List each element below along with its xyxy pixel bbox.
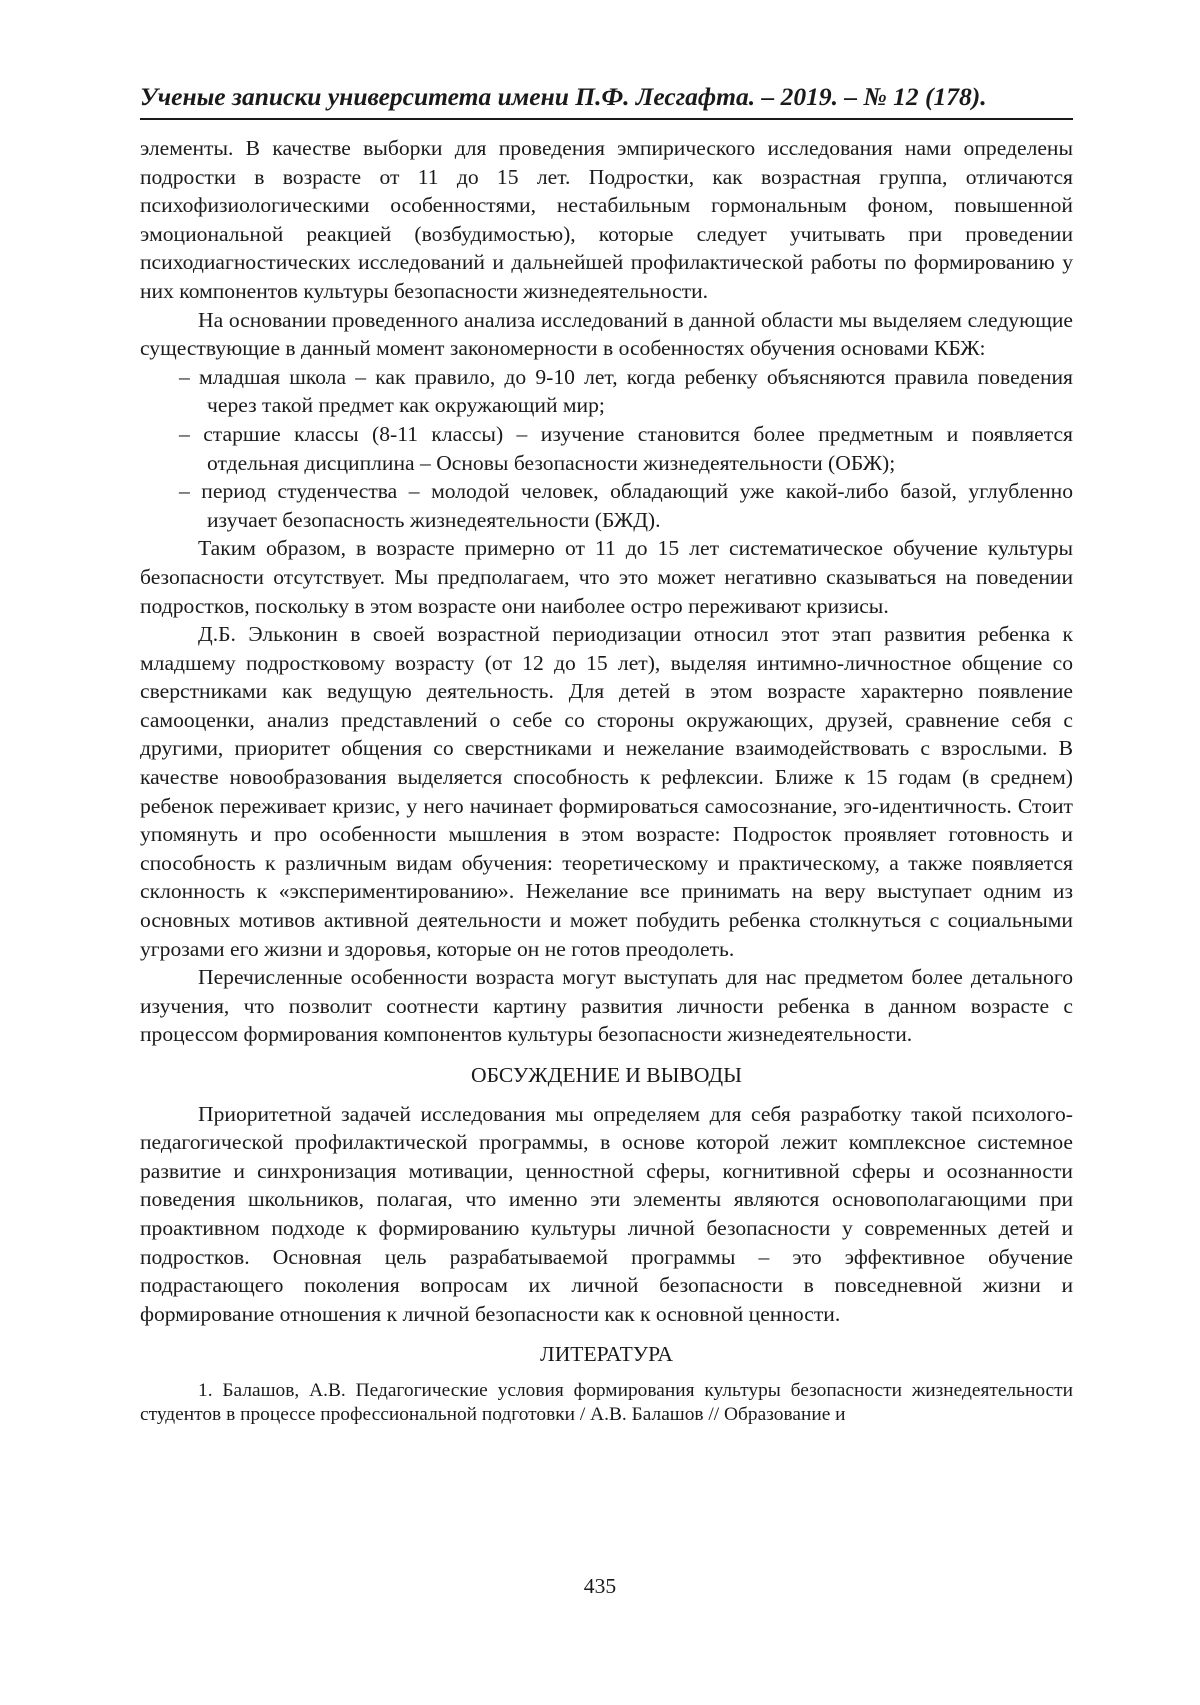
section-title-references: ЛИТЕРАТУРА [540,1342,673,1367]
article-body [140,134,1073,1427]
running-header: Ученые записки университета имени П.Ф. Лесгафта. – 2019. – № 12 (178). [140,82,987,111]
list-item-primary-school: – младшая школа – как правило, до 9-10 лет, когда ребенку объясняются правила поведения через такой предмет как окружающий мир; [179,364,1073,418]
header-rule [140,118,1073,120]
paragraph-elkonin: Д.Б. Эльконин в своей возрастной периодизации относил этот этап развития ребенка к младшему подростковому возрасту (от 12 до 15 лет), выделяя интимно-личностное общение со сверстниками как ведущую деятельность. Для детей в этом возрасте характерно появление самооценки, анализ представлений о себе со стороны окружающих, друзей, сравнение себя с другими, приоритет общения со сверстниками и нежелание взаимодействовать с взрослыми. В качестве новообразования выделяется способность к рефлексии. Ближе к 15 годам (в среднем) ребенок переживает кризис, у него начинает формироваться самосознание, эго-идентичность. Стоит упомянуть и про особенности мышления в этом возрасте: Подросток проявляет готовность и способность к различным видам обучения: теоретическому и практическому, а также появляется склонность к «экспериментированию». Нежелание все принимать на веру выступает одним из основных мотивов активной деятельности и может побудить ребенка столкнуться с социальными угрозами его жизни и здоровья, которые он не готов преодолеть. [140,622,1073,961]
list-item-student-period: – период студенчества – молодой человек, обладающий уже какой-либо базой, углубленно изучает безопасность жизнедеятельности (БЖД). [179,479,1073,532]
reference-item: 1. Балашов, А.В. Педагогические условия формирования культуры безопасности жизнедеятельности студентов в процессе профессиональной подготовки / А.В. Балашов // Образование и [140,1379,1073,1426]
paragraph-continuation: элементы. В качестве выборки для проведения эмпирического исследования нами определены подростки в возрасте от 11 до 15 лет. Подростки, как возрастная группа, отличаются психофизиологическими особенностями, нестабильным гормональным фоном, повышенной эмоциональной реакцией (возбудимостью), которые следует учитывать при проведении психодиагностических исследований и дальнейшей профилактической работы по формированию у них компонентов культуры безопасности жизнедеятельности. [140,136,1073,303]
section-title-discussion: ОБСУЖДЕНИЕ И ВЫВОДЫ [470,1063,742,1087]
paragraph-discussion: Приоритетной задачей исследования мы определяем для себя разработку такой психолого-педагогической профилактической программы, в основе которой лежит комплексное системное развитие и синхронизация мотивации, ценностной сферы, когнитивной сферы и осознанности поведения школьников, полагая, что именно эти элементы являются основополагающими при проактивном подходе к формированию культуры личной безопасности у современных детей и подростков. Основная цель разрабатываемой программы – это эффективное обучение подрастающего поколения вопросам их личной безопасности в повседневной жизни и формирование отношения к личной безопасности как к основной ценности. [140,1101,1073,1326]
paragraph-age-features: Перечисленные особенности возраста могут выступать для нас предметом более детального изучения, что позволит соотнести картину развития личности ребенка в данном возрасте с процессом формирования компонентов культуры безопасности жизнедеятельности. [140,965,1073,1047]
paragraph-patterns-intro: На основании проведенного анализа исследований в данной области мы выделяем следующие существующие в данный момент закономерности в особенностях обучения основами КБЖ: [140,307,1073,361]
list-item-senior-classes: – старшие классы (8-11 классы) – изучение становится более предметным и появляется отдельная дисциплина – Основы безопасности жизнедеятельности (ОБЖ); [179,421,1073,475]
page-number: 435 [583,1574,617,1598]
paragraph-conclusion-age: Таким образом, в возрасте примерно от 11 до 15 лет систематическое обучение культуры безопасности отсутствует. Мы предполагаем, что это может негативно сказываться на поведении подростков, поскольку в этом возрасте они наиболее остро переживают кризисы. [140,536,1073,618]
